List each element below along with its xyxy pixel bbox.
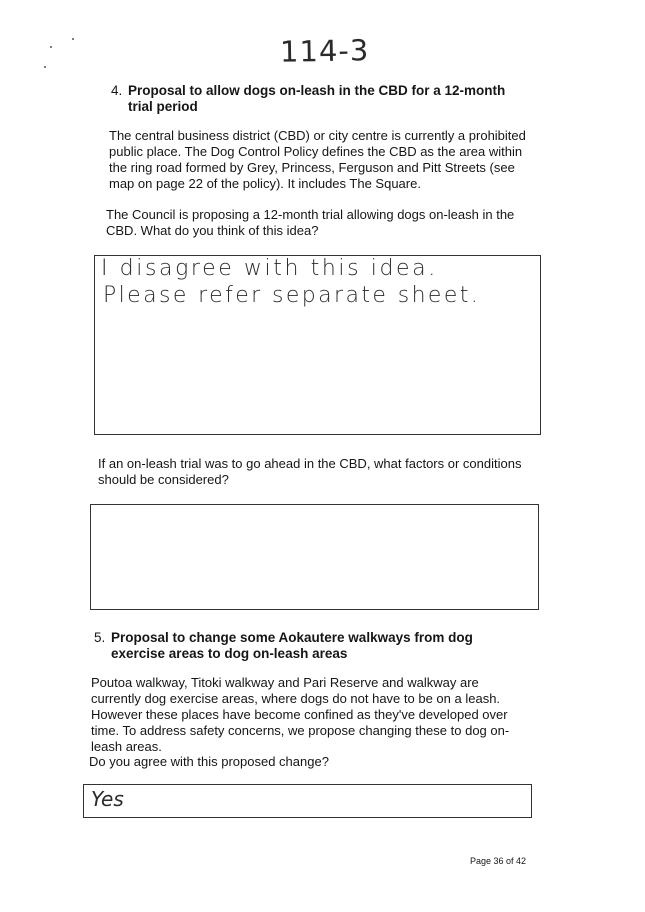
question-4-heading [111,83,531,115]
question-5-answer-box[interactable] [83,784,532,818]
scan-speck [72,38,74,40]
handwritten-answer-yes: Yes [91,787,124,811]
question-5-intro: Poutoa walkway, Titoki walkway and Pari Reserve and walkway are currently dog exercise areas, where dogs do not have to be on a leash. However these places have become confined as they've developed over time. To address safety concerns, we propose changing these to dog on-leash areas. [91,675,510,754]
question-4-answer-box[interactable] [94,255,541,435]
question-5-title: Proposal to change some Aokautere walkways from dog exercise areas to dog on-leash areas [111,630,473,661]
question-4-title: Proposal to allow dogs on-leash in the CBD for a 12-month trial period [128,83,506,114]
scan-speck [44,66,46,68]
question-4-followup-answer-box[interactable] [90,504,539,610]
question-5-prompt: Do you agree with this proposed change? [89,754,329,769]
question-5-number: 5. [94,630,106,645]
question-4-number: 4. [111,83,123,98]
question-4-followup-prompt: If an on-leash trial was to go ahead in the CBD, what factors or conditions should be considered? [98,456,522,487]
handwritten-answer-line-2: Please refer separate sheet. [103,283,481,308]
handwritten-doc-number: 114-3 [279,33,370,69]
question-4-intro: The central business district (CBD) or city centre is currently a prohibited public place. The Dog Control Policy defines the CBD as the area within the ring road formed by Grey, Princess, Ferguson and Pitt Streets (see map on page 22 of the policy). It includes The Square. [109,128,526,191]
handwritten-answer-line-1: I disagree with this idea. [101,256,438,281]
page-number: Page 36 of 42 [470,856,527,866]
question-5-heading [94,630,524,662]
question-4-prompt: The Council is proposing a 12-month trial allowing dogs on-leash in the CBD. What do you think of this idea? [106,207,515,238]
scan-speck [50,46,52,48]
